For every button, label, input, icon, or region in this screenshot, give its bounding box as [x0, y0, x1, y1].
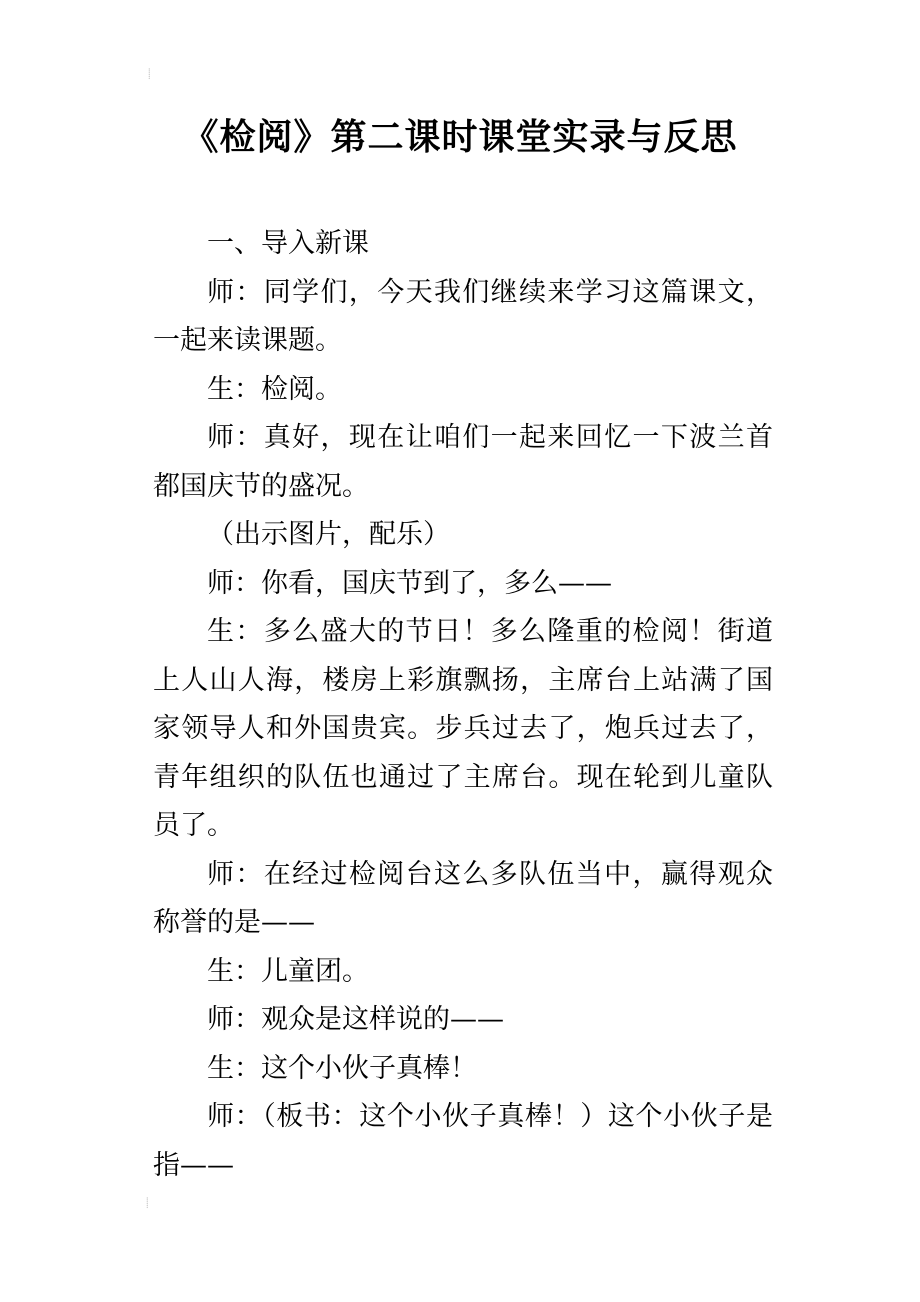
- paragraph: 师：在经过检阅台这么多队伍当中，赢得观众称誉的是——: [153, 858, 773, 938]
- paragraph: 师：同学们，今天我们继续来学习这篇课文，一起来读课题。: [153, 276, 773, 356]
- paragraph: 生：儿童团。: [207, 955, 369, 987]
- corner-mark-bottom: ⸽: [146, 1198, 149, 1209]
- document-body: [153, 220, 773, 1190]
- paragraph: （出示图片，配乐）: [207, 519, 450, 550]
- paragraph: 生：这个小伙子真棒！: [207, 1052, 477, 1084]
- paragraph: 生：检阅。: [207, 373, 342, 405]
- paragraph: 师：你看，国庆节到了，多么——: [207, 567, 612, 599]
- paragraph-section-heading: 一、导入新课: [207, 228, 369, 259]
- document-title: 《检阅》第二课时课堂实录与反思: [182, 117, 738, 158]
- paragraph: 师：真好，现在让咱们一起来回忆一下波兰首都国庆节的盛况。: [153, 422, 773, 502]
- paragraph: 师：观众是这样说的——: [207, 1004, 504, 1035]
- corner-mark-top: ⸽: [148, 69, 151, 80]
- paragraph: 生：多么盛大的节日！多么隆重的检阅！街道上人山人海，楼房上彩旗飘扬，主席台上站满了国家领导人和外国贵宾。步兵过去了，炮兵过去了，青年组织的队伍也通过了主席台。现在轮到儿童队员了。: [153, 616, 773, 841]
- paragraph: 师：（板书：这个小伙子真棒！）这个小伙子是指——: [153, 1101, 773, 1181]
